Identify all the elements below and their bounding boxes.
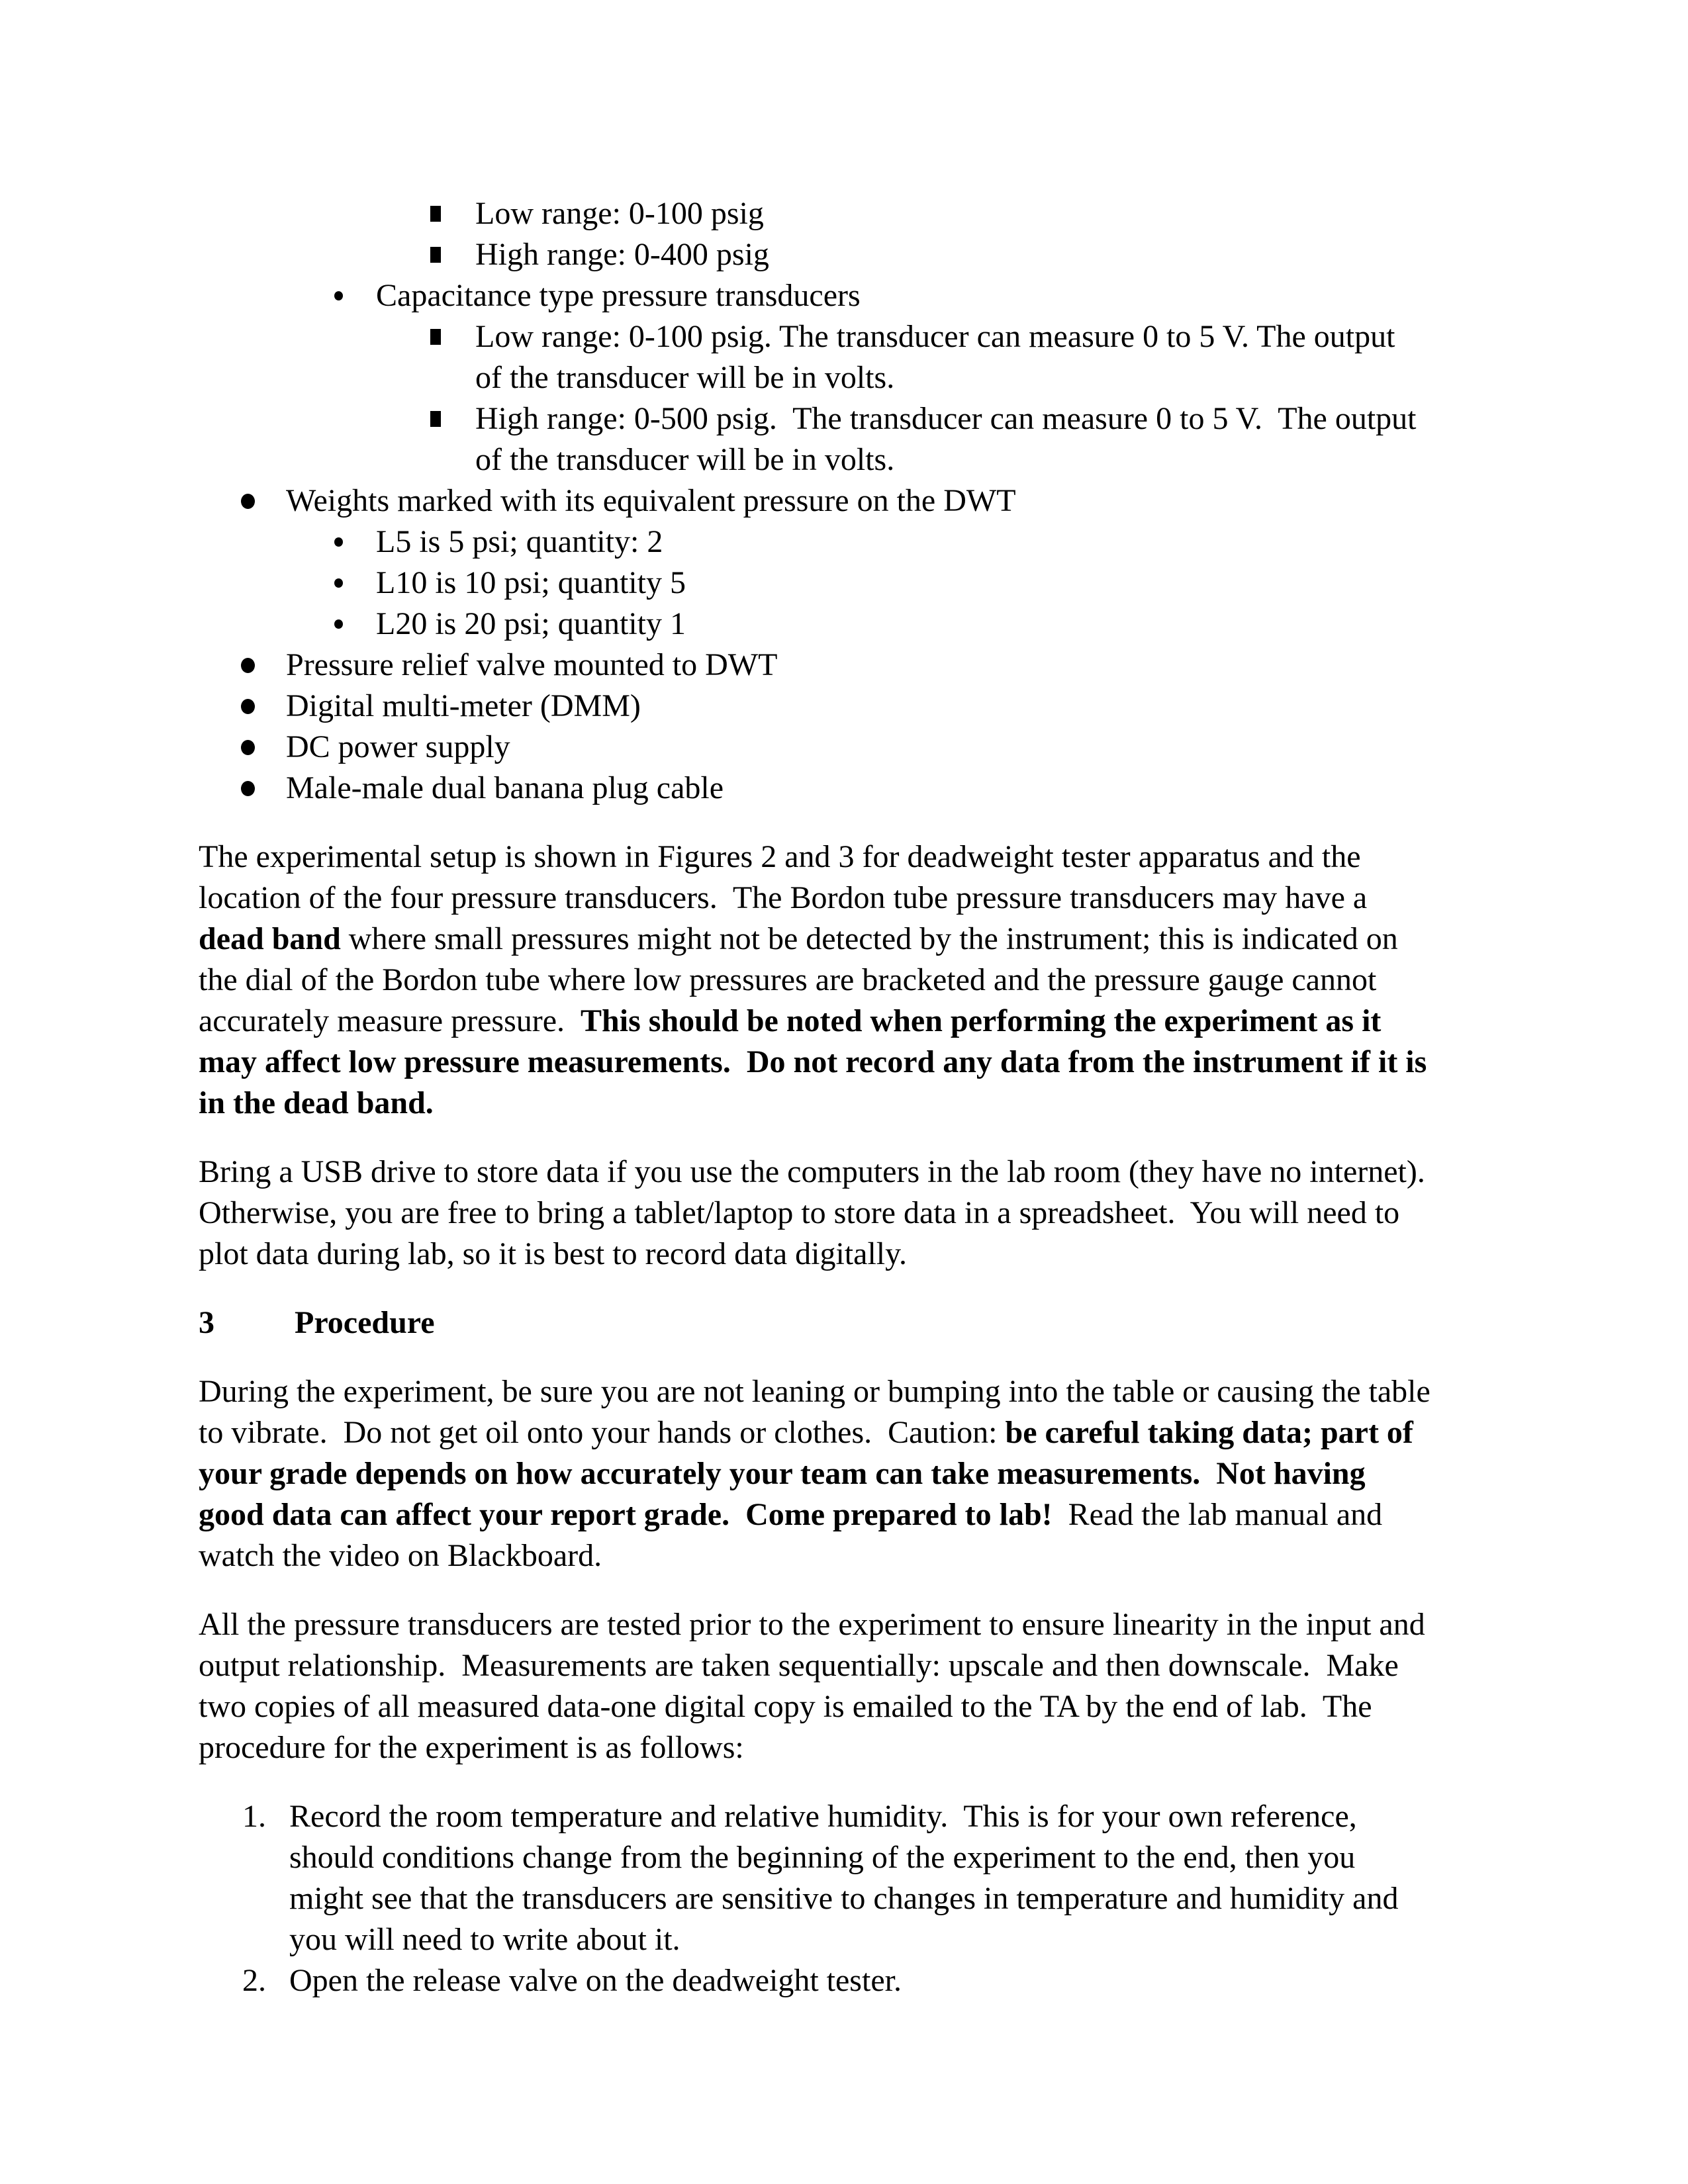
text-line bbox=[199, 1083, 1516, 1124]
square-bullet-icon bbox=[430, 247, 441, 263]
text-segment: Bring a USB drive to store data if you use the computers in the lab room (they have no internet). bbox=[199, 1154, 1425, 1189]
text-segment: Pressure relief valve mounted to DWT bbox=[286, 647, 778, 682]
document-content bbox=[199, 193, 1516, 2029]
text-line bbox=[289, 1796, 1516, 1837]
text-line bbox=[199, 837, 1516, 878]
text-segment: L5 is 5 psi; quantity: 2 bbox=[376, 524, 663, 559]
text-segment: Open the release valve on the deadweight tester. bbox=[289, 1963, 902, 1998]
text-line bbox=[475, 193, 1516, 234]
heading-number: 3 bbox=[199, 1305, 214, 1340]
bold-text-segment: This should be noted when performing the experiment as it bbox=[581, 1003, 1382, 1038]
text-line bbox=[475, 357, 1516, 398]
text-line bbox=[286, 645, 1516, 686]
bullet-list-item bbox=[199, 563, 1516, 604]
text-line bbox=[199, 1412, 1516, 1453]
bold-text-segment: in the dead band. bbox=[199, 1085, 434, 1120]
text-segment: output relationship. Measurements are taken sequentially: upscale and then downscale. Make bbox=[199, 1648, 1399, 1683]
text-line bbox=[199, 960, 1516, 1001]
text-segment: the dial of the Bordon tube where low pressures are bracketed and the pressure gauge cannot bbox=[199, 962, 1377, 997]
disc-bullet-icon bbox=[334, 578, 343, 588]
text-segment: Capacitance type pressure transducers bbox=[376, 278, 861, 313]
text-line bbox=[286, 480, 1516, 522]
bold-text-segment: your grade depends on how accurately your team can take measurements. Not having bbox=[199, 1456, 1366, 1491]
bold-text-segment: dead band bbox=[199, 921, 341, 956]
text-line bbox=[199, 1001, 1516, 1042]
text-segment: Weights marked with its equivalent pressure on the DWT bbox=[286, 483, 1016, 518]
text-segment: The experimental setup is shown in Figures 2 and 3 for deadweight tester apparatus and the bbox=[199, 839, 1361, 874]
text-segment: where small pressures might not be detected by the instrument; this is indicated on bbox=[340, 921, 1398, 956]
disc-bullet-icon bbox=[334, 291, 343, 300]
text-segment: location of the four pressure transducers. The Bordon tube pressure transducers may have a bbox=[199, 880, 1368, 915]
heading-title: Procedure bbox=[295, 1305, 435, 1340]
text-segment: Digital multi-meter (DMM) bbox=[286, 688, 641, 723]
item-number: 1. bbox=[242, 1799, 266, 1834]
text-line bbox=[199, 878, 1516, 919]
disc-bullet-icon bbox=[241, 658, 255, 673]
bullet-list-item bbox=[199, 686, 1516, 727]
bold-text-segment: may affect low pressure measurements. Do not record any data from the instrument if it is bbox=[199, 1044, 1427, 1079]
text-segment: you will need to write about it. bbox=[289, 1922, 680, 1957]
text-line bbox=[199, 1645, 1516, 1686]
usb-paragraph bbox=[199, 1152, 1516, 1275]
text-segment: watch the video on Blackboard. bbox=[199, 1538, 602, 1573]
text-line bbox=[199, 1535, 1516, 1576]
square-bullet-icon bbox=[430, 329, 441, 345]
text-segment: Otherwise, you are free to bring a tablet/laptop to store data in a spreadsheet. You will need to bbox=[199, 1195, 1400, 1230]
bullet-list-item bbox=[199, 398, 1516, 480]
text-segment: Male-male dual banana plug cable bbox=[286, 770, 724, 805]
bullet-list-item bbox=[199, 316, 1516, 398]
disc-bullet-icon bbox=[334, 619, 343, 629]
text-line bbox=[289, 1878, 1516, 1919]
text-line bbox=[289, 1919, 1516, 1960]
text-segment: should conditions change from the beginning of the experiment to the end, then you bbox=[289, 1840, 1356, 1875]
text-segment: of the transducer will be in volts. bbox=[475, 442, 895, 477]
bold-text-segment: be careful taking data; part of bbox=[1005, 1415, 1413, 1450]
bullet-list-item bbox=[199, 604, 1516, 645]
text-line bbox=[199, 1727, 1516, 1768]
text-line bbox=[199, 1494, 1516, 1535]
text-segment: Low range: 0-100 psig bbox=[475, 196, 764, 231]
disc-bullet-icon bbox=[334, 537, 343, 547]
linearity-paragraph bbox=[199, 1604, 1516, 1768]
text-line bbox=[286, 727, 1516, 768]
bullet-list-item bbox=[199, 480, 1516, 522]
procedure-steps bbox=[199, 1796, 1516, 2001]
text-segment: plot data during lab, so it is best to record data digitally. bbox=[199, 1236, 907, 1271]
text-line bbox=[376, 275, 1516, 316]
caution-paragraph bbox=[199, 1371, 1516, 1576]
item-number: 2. bbox=[242, 1963, 266, 1998]
text-segment: of the transducer will be in volts. bbox=[475, 360, 895, 395]
text-segment: High range: 0-400 psig bbox=[475, 237, 769, 272]
text-segment: two copies of all measured data-one digital copy is emailed to the TA by the end of lab. The bbox=[199, 1689, 1372, 1724]
text-line bbox=[376, 563, 1516, 604]
text-line bbox=[199, 1371, 1516, 1412]
text-line bbox=[199, 1152, 1516, 1193]
text-line bbox=[199, 1604, 1516, 1645]
text-segment: Record the room temperature and relative humidity. This is for your own reference, bbox=[289, 1799, 1357, 1834]
disc-bullet-icon bbox=[241, 740, 255, 755]
text-line bbox=[199, 1234, 1516, 1275]
bullet-list-item bbox=[199, 275, 1516, 316]
text-line bbox=[475, 234, 1516, 275]
text-segment: Low range: 0-100 psig. The transducer can measure 0 to 5 V. The output bbox=[475, 319, 1395, 354]
text-line bbox=[199, 1453, 1516, 1494]
disc-bullet-icon bbox=[241, 699, 255, 714]
text-segment: DC power supply bbox=[286, 729, 510, 764]
text-line bbox=[289, 1960, 1516, 2001]
bullet-list-item bbox=[199, 234, 1516, 275]
disc-bullet-icon bbox=[241, 494, 255, 509]
text-line bbox=[286, 686, 1516, 727]
numbered-list-item bbox=[199, 1796, 1516, 1960]
text-line bbox=[286, 768, 1516, 809]
bold-text-segment: good data can affect your report grade. Come prepared to lab! bbox=[199, 1497, 1053, 1532]
setup-paragraph bbox=[199, 837, 1516, 1124]
text-segment: During the experiment, be sure you are not leaning or bumping into the table or causing the table bbox=[199, 1374, 1430, 1409]
text-segment: All the pressure transducers are tested prior to the experiment to ensure linearity in the input and bbox=[199, 1607, 1425, 1642]
text-line bbox=[199, 1042, 1516, 1083]
text-line bbox=[475, 398, 1516, 439]
text-segment: to vibrate. Do not get oil onto your hands or clothes. Caution: bbox=[199, 1415, 1006, 1450]
procedure-heading bbox=[199, 1302, 1516, 1343]
bullet-list-item bbox=[199, 193, 1516, 234]
text-line bbox=[475, 439, 1516, 480]
equipment-list bbox=[199, 193, 1516, 809]
bullet-list-item bbox=[199, 522, 1516, 563]
text-line bbox=[199, 1193, 1516, 1234]
text-line bbox=[376, 604, 1516, 645]
text-segment: accurately measure pressure. bbox=[199, 1003, 581, 1038]
text-line bbox=[475, 316, 1516, 357]
text-line bbox=[199, 1686, 1516, 1727]
numbered-list-item bbox=[199, 1960, 1516, 2001]
text-line bbox=[289, 1837, 1516, 1878]
square-bullet-icon bbox=[430, 411, 441, 427]
bullet-list-item bbox=[199, 768, 1516, 809]
text-line bbox=[199, 919, 1516, 960]
disc-bullet-icon bbox=[241, 781, 255, 796]
text-segment: procedure for the experiment is as follows: bbox=[199, 1730, 744, 1765]
text-segment: might see that the transducers are sensitive to changes in temperature and humidity and bbox=[289, 1881, 1399, 1916]
text-segment: Read the lab manual and bbox=[1052, 1497, 1383, 1532]
bullet-list-item bbox=[199, 727, 1516, 768]
text-segment: L10 is 10 psi; quantity 5 bbox=[376, 565, 686, 600]
bullet-list-item bbox=[199, 645, 1516, 686]
text-segment: L20 is 20 psi; quantity 1 bbox=[376, 606, 686, 641]
text-line bbox=[376, 522, 1516, 563]
text-segment: High range: 0-500 psig. The transducer can measure 0 to 5 V. The output bbox=[475, 401, 1417, 436]
square-bullet-icon bbox=[430, 206, 441, 222]
